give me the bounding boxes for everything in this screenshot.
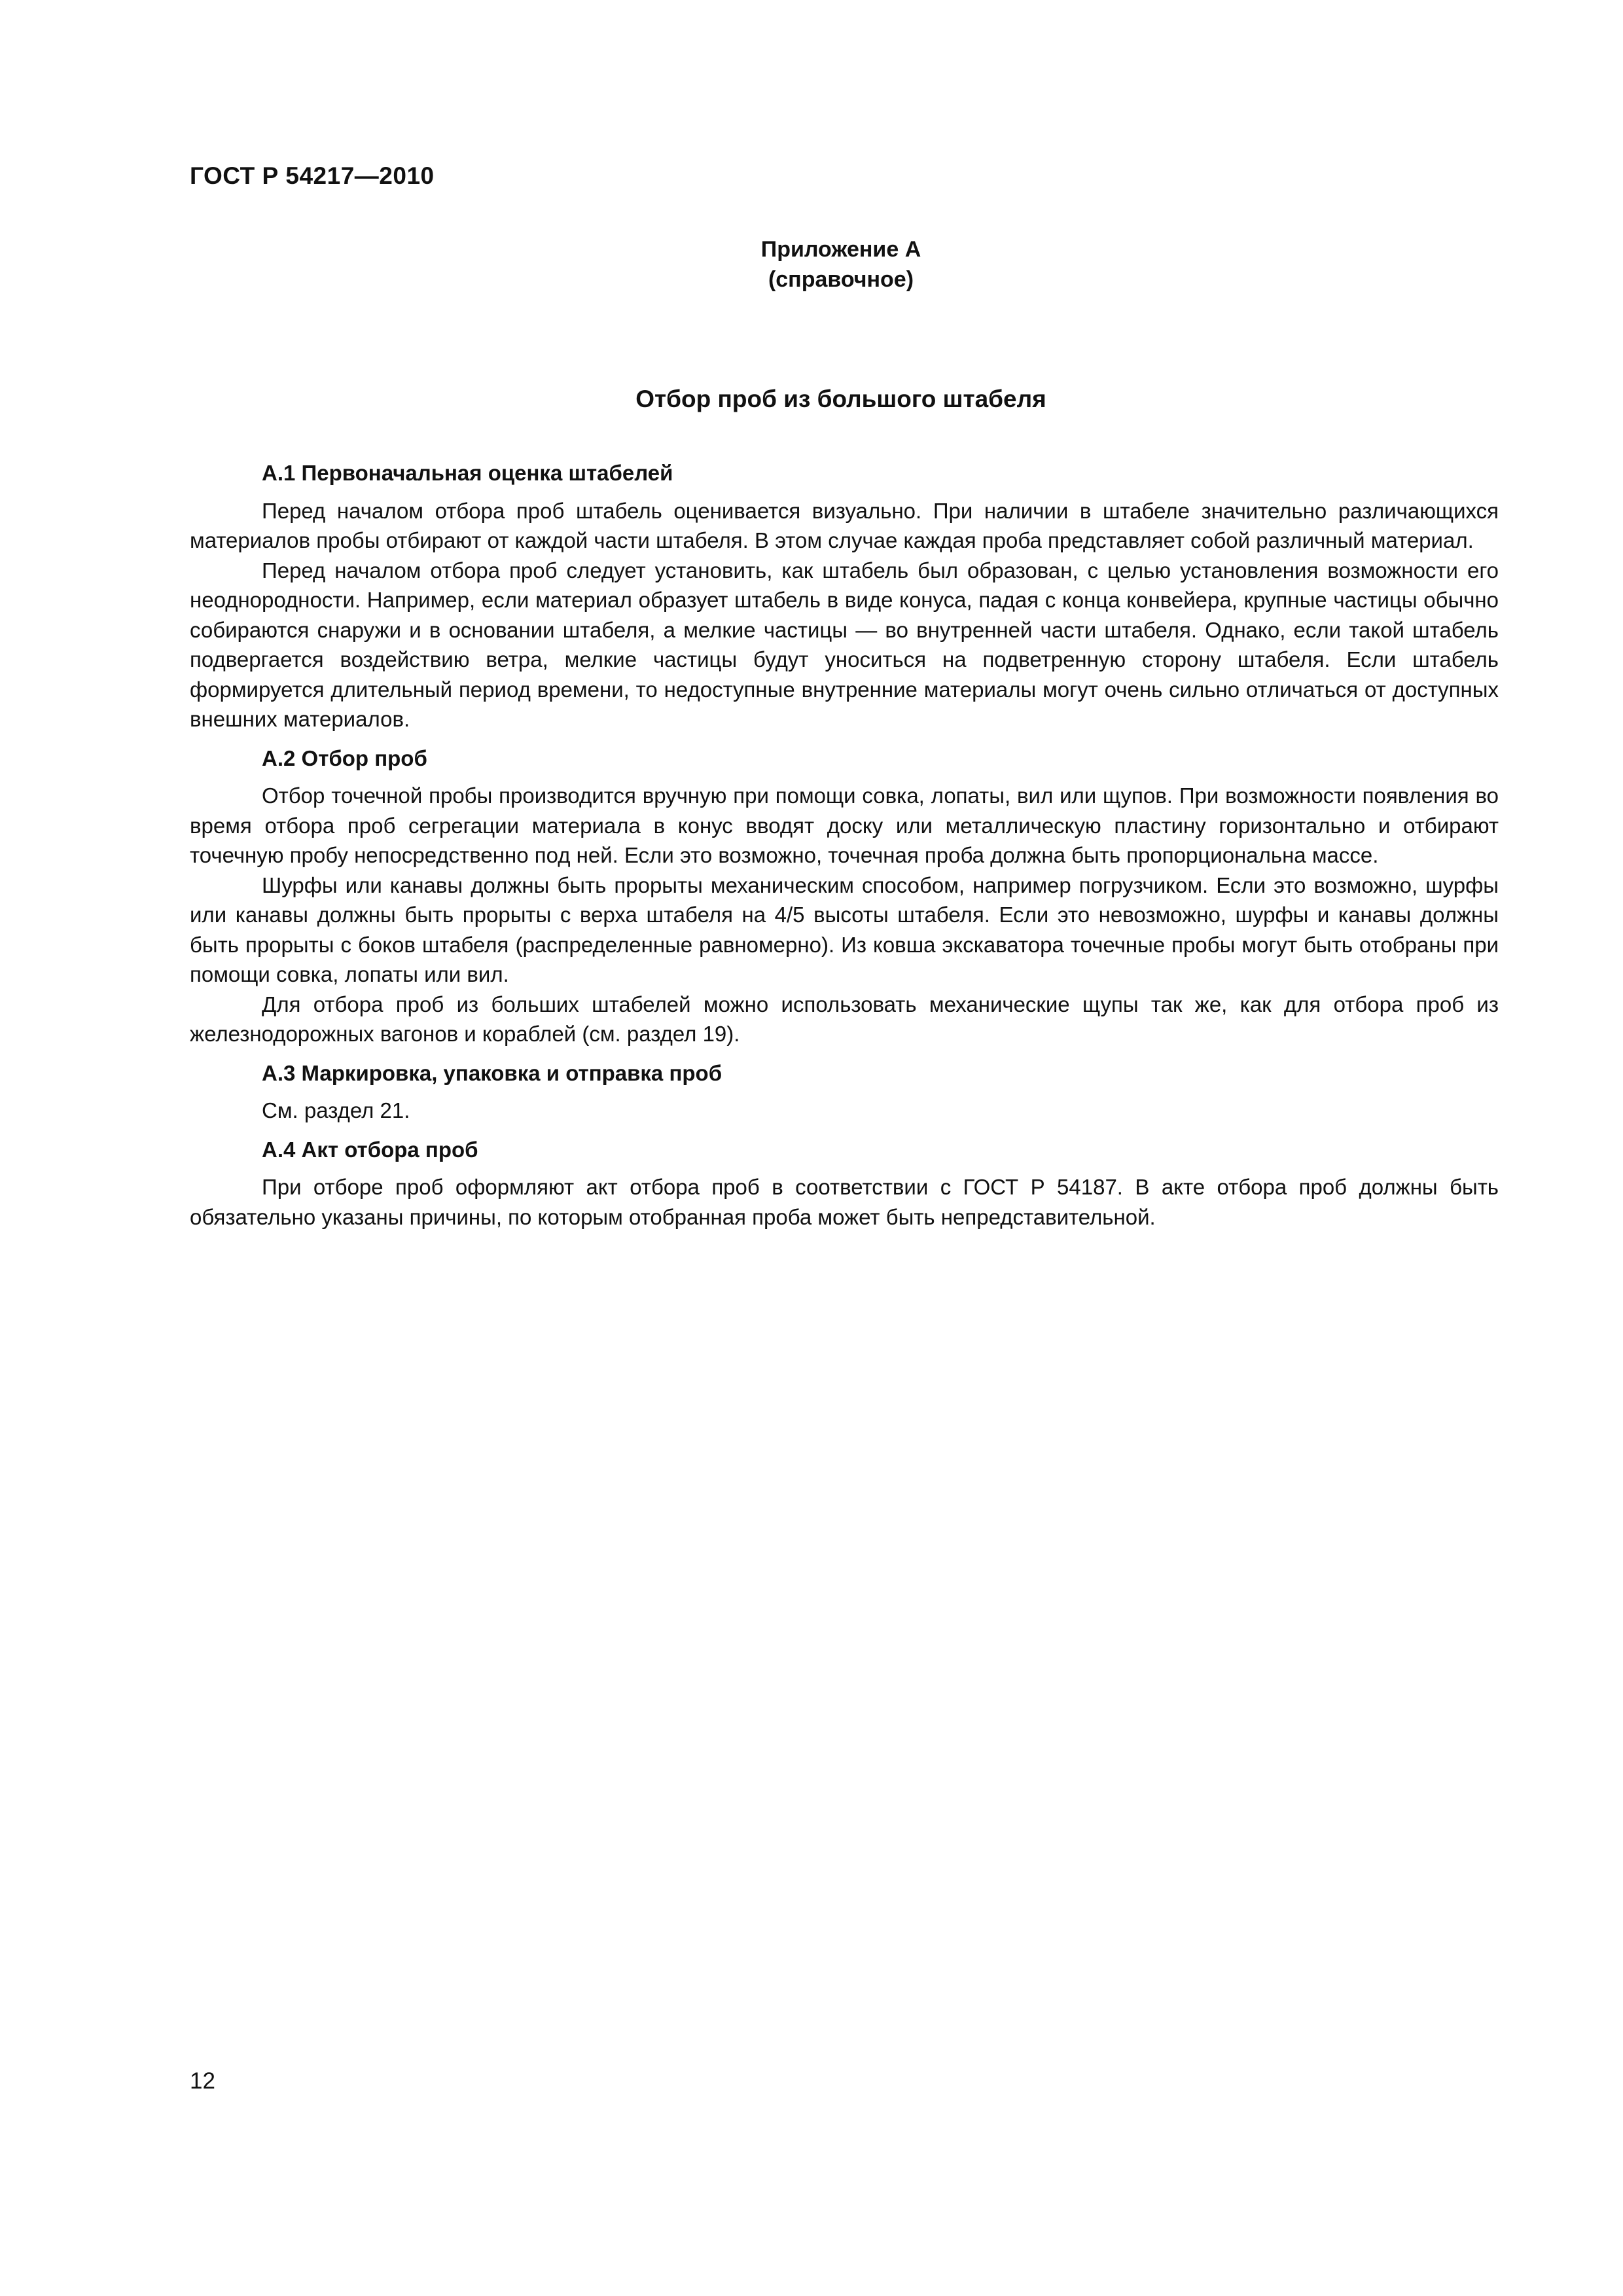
paragraph: Перед началом отбора проб следует установить, как штабель был образован, с целью установления возможности его неоднородности. Например, если материал образует штабель в виде конуса, падая с конца конвейера, крупные частицы обычно собираются снаружи и в основании штабеля, а мелкие частицы — во внутренней части штабеля. Однако, если такой штабель подвергается воздействию ветра, мелкие частицы будут уноситься на подветренную сторону штабеля. Если штабель формируется длительный период времени, то недоступные внутренние материалы могут очень сильно отличаться от доступных внешних материалов. bbox=[190, 558, 1499, 731]
page-number: 12 bbox=[190, 2068, 215, 2094]
document-code: ГОСТ Р 54217—2010 bbox=[190, 162, 435, 189]
paragraph: Шурфы или канавы должны быть прорыты механическим способом, например погрузчиком. Если это возможно, шурфы или канавы должны быть прорыты с верха штабеля на 4/5 высоты штабеля. Если это невозможно, шурфы и канавы должны быть прорыты с боков штабеля (распределенные равномерно). Из ковша экскаватора точечные пробы могут быть отобраны при помощи совка, лопаты или вил. bbox=[190, 872, 1499, 986]
section-heading-a2: А.2 Отбор проб bbox=[262, 745, 427, 770]
appendix-title: Отбор проб из большого штабеля bbox=[635, 386, 1046, 412]
document-body bbox=[190, 458, 1499, 1232]
paragraph: Для отбора проб из больших штабелей можно использовать механические щупы так же, как для отбора проб из железнодорожных вагонов и кораблей (см. раздел 19). bbox=[190, 992, 1499, 1046]
paragraph: Перед началом отбора проб штабель оценивается визуально. При наличии в штабеле значительно различающихся материалов пробы отбирают от каждой части штабеля. В этом случае каждая проба представляет собой различный материал. bbox=[190, 498, 1499, 552]
section-heading-a4: А.4 Акт отбора проб bbox=[262, 1137, 478, 1162]
appendix-type: (справочное) bbox=[768, 267, 914, 292]
paragraph: См. раздел 21. bbox=[262, 1098, 410, 1122]
paragraph: При отборе проб оформляют акт отбора проб в соответствии с ГОСТ Р 54187. В акте отбора проб должны быть обязательно указаны причины, по которым отобранная проба может быть непредставительной. bbox=[190, 1175, 1499, 1229]
section-heading-a3: А.3 Маркировка, упаковка и отправка проб bbox=[262, 1060, 722, 1085]
paragraph: Отбор точечной пробы производится вручную при помощи совка, лопаты, вил или щупов. При возможности появления во время отбора проб сегрегации материала в конус вводят доску или металлическую пластину горизонтально и отбирают точечную пробу непосредственно под ней. Если это возможно, точечная проба должна быть пропорциональна массе. bbox=[190, 783, 1499, 867]
section-heading-a1: А.1 Первоначальная оценка штабелей bbox=[262, 461, 673, 485]
appendix-label: Приложение А bbox=[760, 237, 921, 262]
